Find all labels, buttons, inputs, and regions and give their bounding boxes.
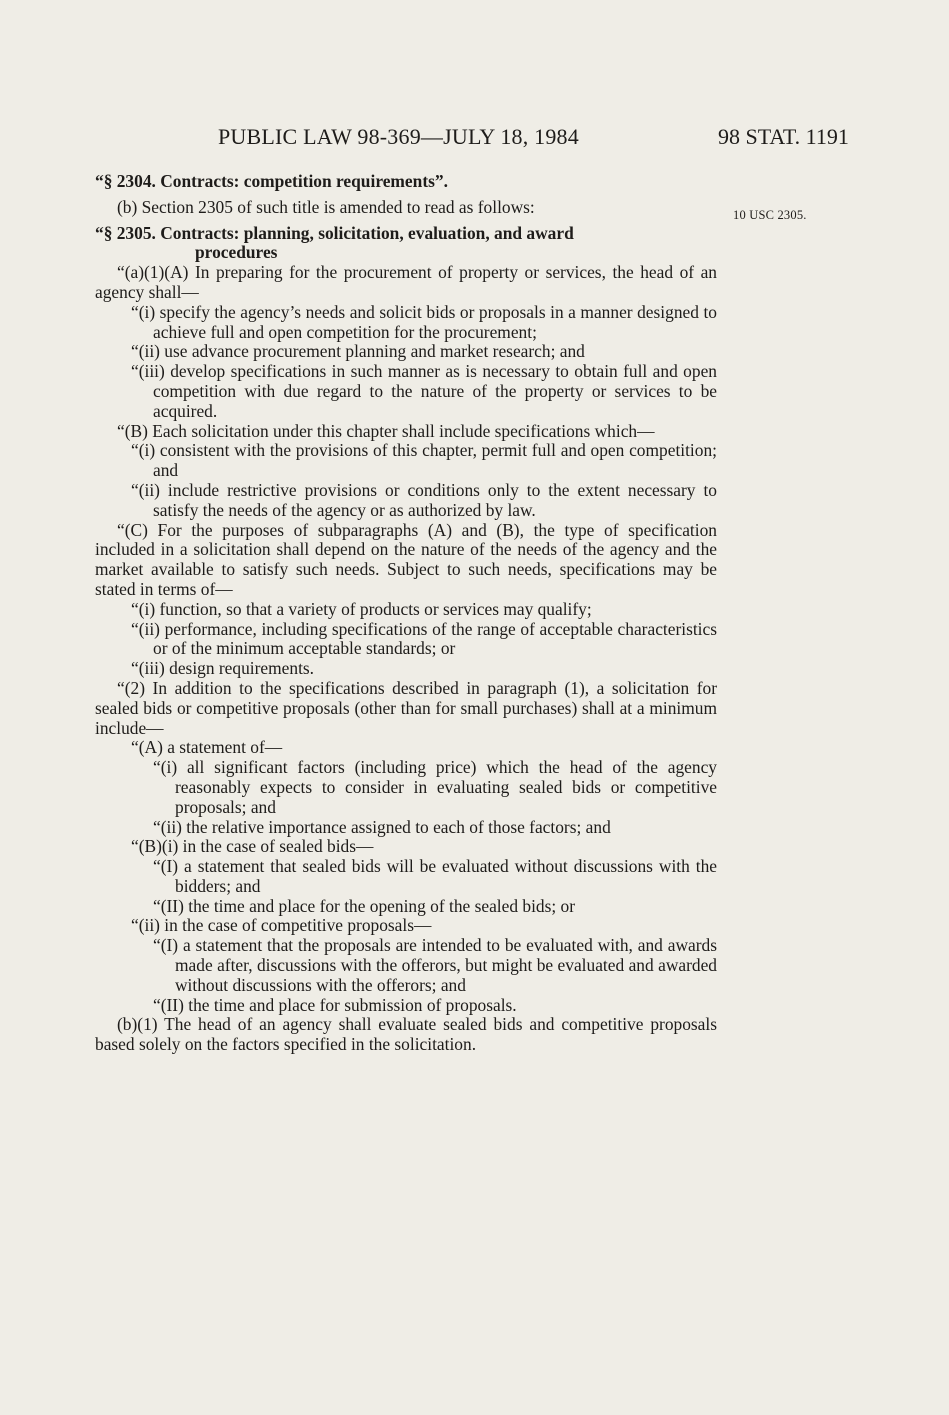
clause-2B-ii: “(ii) in the case of competitive proposals— [131,915,432,936]
subparagraph-2B-i: “(B)(i) in the case of sealed bids— [131,836,374,857]
clause-2A-i: “(i) all significant factors (including price) which the head of the agency reasonably expects to consider in evaluating sealed bids or competitive proposals; and [153,757,717,817]
clause-C-ii: “(ii) performance, including specifications of the range of acceptable characteristics or of the minimum acceptable standards; or [131,618,717,659]
paragraph-b1: (b)(1) The head of an agency shall evaluate sealed bids and competitive proposals based solely on the factors specified in the solicitation. [95,1014,717,1055]
clause-B-i: “(i) consistent with the provisions of this chapter, permit full and open competition; and [131,440,717,481]
page-header [0,124,949,154]
subparagraph-2A: “(A) a statement of— [131,737,283,758]
statute-body [95,172,717,1055]
section-heading-2304: “§ 2304. Contracts: competition requirements”. [95,171,448,191]
section-heading-2305 [95,224,717,264]
section-heading-2305-line1: “§ 2305. Contracts: planning, solicitation, evaluation, and award [95,222,574,243]
running-head: PUBLIC LAW 98-369—JULY 18, 1984 [218,124,579,149]
paragraph-C: “(C) For the purposes of subparagraphs (A) and (B), the type of specification included in a solicitation shall depend on the nature of the needs of the agency and the market available to satisfy such needs. Subject to such needs, specifications may be stated in terms of— [95,519,717,599]
subclause-2B-ii-II: “(II) the time and place for submission of proposals. [153,994,517,1015]
paragraph-2: “(2) In addition to the specifications described in paragraph (1), a solicitation for sealed bids or competitive proposals (other than for small purchases) shall at a minimum include— [95,677,717,738]
amendment-instruction: (b) Section 2305 of such title is amended to read as follows: [117,196,535,217]
margin-citation: 10 USC 2305. [733,208,807,222]
statute-page-reference: 98 STAT. 1191 [718,124,849,149]
subclause-2B-i-II: “(II) the time and place for the opening of the sealed bids; or [153,895,576,916]
clause-a1A-i: “(i) specify the agency’s needs and solicit bids or proposals in a manner designed to achieve full and open competition for the procurement; [131,301,717,342]
clause-2A-ii: “(ii) the relative importance assigned to each of those factors; and [153,816,611,837]
clause-a1A-iii: “(iii) develop specifications in such manner as is necessary to obtain full and open competition with due regard to the nature of the property or services to be acquired. [131,361,717,421]
paragraph-B: “(B) Each solicitation under this chapter shall include specifications which— [117,420,655,441]
paragraph-a1A: “(a)(1)(A) In preparing for the procurement of property or services, the head of an agency shall— [95,262,717,302]
clause-a1A-ii: “(ii) use advance procurement planning and market research; and [131,341,585,362]
subclause-2B-ii-I: “(I) a statement that the proposals are intended to be evaluated with, and awards made after, discussions with the offerors, but might be evaluated and awarded without discussions with the offerors; and [153,935,717,995]
subclause-2B-i-I: “(I) a statement that sealed bids will be evaluated without discussions with the bidders; and [153,856,717,896]
clause-C-i: “(i) function, so that a variety of products or services may qualify; [131,598,592,619]
clause-C-iii: “(iii) design requirements. [131,658,315,679]
section-heading-2305-line2: procedures [195,242,278,263]
clause-B-ii: “(ii) include restrictive provisions or conditions only to the extent necessary to satisfy the needs of the agency or as authorized by law. [131,479,717,520]
